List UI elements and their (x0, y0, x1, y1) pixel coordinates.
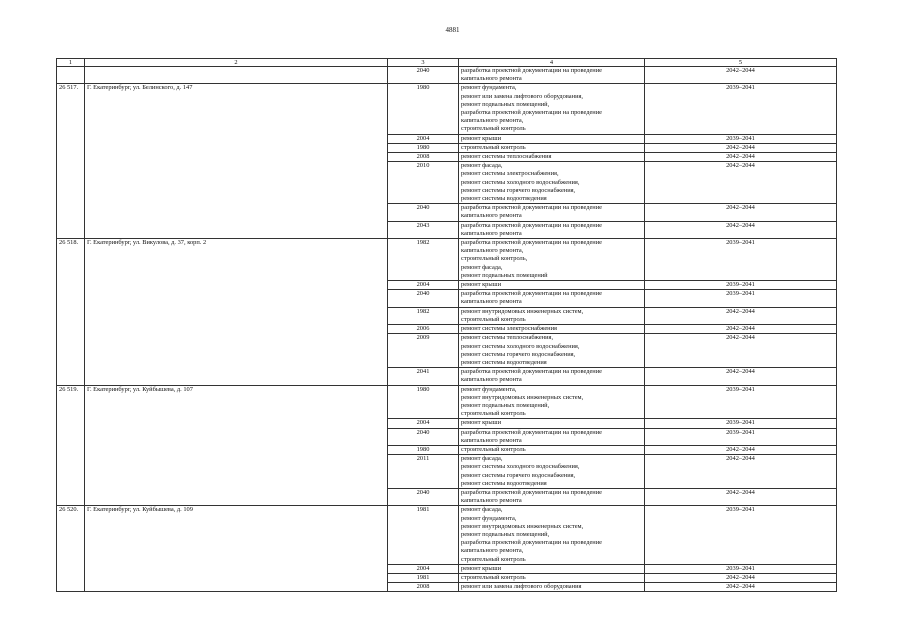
work-type: ремонт крыши (459, 134, 645, 143)
work-type: ремонт фундамента, ремонт внутридомовых инженерных систем, ремонт подвальных помещений, строительный контроль (459, 385, 645, 419)
repair-period: 2042–2044 (645, 221, 837, 238)
table-row (57, 84, 837, 134)
building-number (57, 428, 85, 445)
building-number (57, 573, 85, 582)
repair-period: 2039–2041 (645, 290, 837, 307)
repair-period: 2042–2044 (645, 204, 837, 221)
table-row (57, 488, 837, 505)
work-type: разработка проектной документации на проведение капитального ремонта (459, 290, 645, 307)
table-row (57, 573, 837, 582)
table-row (57, 325, 837, 334)
table-row (57, 334, 837, 368)
building-address (85, 428, 388, 445)
commission-year: 2040 (388, 204, 459, 221)
building-address (85, 583, 388, 592)
building-address (85, 290, 388, 307)
commission-year: 2008 (388, 583, 459, 592)
commission-year: 2040 (388, 428, 459, 445)
work-type: разработка проектной документации на проведение капитального ремонта (459, 368, 645, 385)
building-address (85, 221, 388, 238)
work-type: ремонт фундамента, ремонт или замена лифтового оборудования, ремонт подвальных помещений, разработка проектной документации на проведение капитального ремонта, строительный контроль (459, 84, 645, 134)
repair-period: 2042–2044 (645, 307, 837, 324)
building-address (85, 334, 388, 368)
building-address (85, 325, 388, 334)
building-address (85, 67, 388, 84)
table-row (57, 134, 837, 143)
table-body (57, 59, 837, 592)
building-address (85, 162, 388, 204)
table-row (57, 428, 837, 445)
building-address (85, 153, 388, 162)
work-type: разработка проектной документации на проведение капитального ремонта (459, 488, 645, 505)
building-number (57, 488, 85, 505)
commission-year: 2043 (388, 221, 459, 238)
commission-year: 1981 (388, 506, 459, 564)
commission-year: 1980 (388, 445, 459, 454)
repair-period: 2042–2044 (645, 368, 837, 385)
commission-year: 2008 (388, 153, 459, 162)
repair-period: 2039–2041 (645, 564, 837, 573)
repair-period: 2039–2041 (645, 506, 837, 564)
commission-year: 2004 (388, 281, 459, 290)
building-number (57, 134, 85, 143)
header-cell-3: 3 (388, 59, 459, 67)
commission-year: 1981 (388, 573, 459, 582)
work-type: ремонт или замена лифтового оборудования (459, 583, 645, 592)
repair-period: 2042–2044 (645, 573, 837, 582)
work-type: строительный контроль (459, 143, 645, 152)
building-number (57, 307, 85, 324)
building-address: Г. Екатеринбург, ул. Викулова, д. 37, корп. 2 (85, 239, 388, 281)
building-address: Г. Екатеринбург, ул. Куйбышева, д. 107 (85, 385, 388, 419)
commission-year: 1982 (388, 307, 459, 324)
page-number: 4881 (445, 26, 460, 34)
header-cell-5: 5 (645, 59, 837, 67)
building-address (85, 564, 388, 573)
commission-year: 2040 (388, 67, 459, 84)
work-type: строительный контроль (459, 445, 645, 454)
work-type: разработка проектной документации на проведение капитального ремонта (459, 204, 645, 221)
building-number (57, 419, 85, 428)
work-type: ремонт внутридомовых инженерных систем, строительный контроль (459, 307, 645, 324)
table-row (57, 368, 837, 385)
table-row (57, 162, 837, 204)
building-number (57, 334, 85, 368)
repair-period: 2042–2044 (645, 445, 837, 454)
building-number (57, 445, 85, 454)
repair-period: 2042–2044 (645, 153, 837, 162)
table-row (57, 239, 837, 281)
building-address (85, 455, 388, 489)
building-address (85, 419, 388, 428)
building-number (57, 143, 85, 152)
repair-period: 2039–2041 (645, 281, 837, 290)
commission-year: 2040 (388, 290, 459, 307)
repair-period: 2039–2041 (645, 84, 837, 134)
commission-year: 2041 (388, 368, 459, 385)
table-row (57, 204, 837, 221)
repair-period: 2042–2044 (645, 583, 837, 592)
commission-year: 2011 (388, 455, 459, 489)
building-number (57, 564, 85, 573)
commission-year: 2009 (388, 334, 459, 368)
table-row (57, 419, 837, 428)
repair-period: 2039–2041 (645, 239, 837, 281)
repair-period: 2042–2044 (645, 143, 837, 152)
building-number (57, 290, 85, 307)
repair-period: 2039–2041 (645, 385, 837, 419)
work-type: разработка проектной документации на проведение капитального ремонта (459, 221, 645, 238)
header-cell-4: 4 (459, 59, 645, 67)
building-address (85, 204, 388, 221)
work-type: ремонт крыши (459, 419, 645, 428)
commission-year: 2004 (388, 134, 459, 143)
building-address (85, 143, 388, 152)
work-type: разработка проектной документации на проведение капитального ремонта, строительный контроль, ремонт фасада, ремонт подвальных помещений (459, 239, 645, 281)
repair-period: 2042–2044 (645, 455, 837, 489)
work-type: ремонт системы электроснабжения (459, 325, 645, 334)
table-row (57, 583, 837, 592)
building-number (57, 583, 85, 592)
building-address: Г. Екатеринбург, ул. Белинского, д. 147 (85, 84, 388, 134)
building-number (57, 281, 85, 290)
building-address (85, 307, 388, 324)
table-row (57, 307, 837, 324)
building-number (57, 455, 85, 489)
work-type: ремонт крыши (459, 564, 645, 573)
work-type: ремонт крыши (459, 281, 645, 290)
work-type: разработка проектной документации на проведение капитального ремонта (459, 428, 645, 445)
repair-period: 2042–2044 (645, 162, 837, 204)
table-row (57, 290, 837, 307)
building-address: Г. Екатеринбург, ул. Куйбышева, д. 109 (85, 506, 388, 564)
repair-period: 2039–2041 (645, 134, 837, 143)
work-type: разработка проектной документации на проведение капитального ремонта (459, 67, 645, 84)
building-number (57, 204, 85, 221)
repair-period: 2039–2041 (645, 419, 837, 428)
commission-year: 1980 (388, 143, 459, 152)
commission-year: 2004 (388, 419, 459, 428)
table-row (57, 506, 837, 564)
building-address (85, 134, 388, 143)
building-number (57, 153, 85, 162)
repair-period: 2042–2044 (645, 325, 837, 334)
header-row (57, 59, 837, 67)
building-address (85, 368, 388, 385)
commission-year: 1980 (388, 385, 459, 419)
commission-year: 2004 (388, 564, 459, 573)
building-address (85, 445, 388, 454)
commission-year: 2040 (388, 488, 459, 505)
header-cell-2: 2 (85, 59, 388, 67)
commission-year: 1980 (388, 84, 459, 134)
table-row (57, 143, 837, 152)
table-row (57, 281, 837, 290)
repair-period: 2042–2044 (645, 67, 837, 84)
work-type: ремонт фасада, ремонт системы холодного водоснабжения, ремонт системы горячего водоснабжения, ремонт системы водоотведения (459, 455, 645, 489)
table-row (57, 153, 837, 162)
commission-year: 1982 (388, 239, 459, 281)
work-type: ремонт фасада, ремонт системы электроснабжения, ремонт системы холодного водоснабжения, ремонт системы горячего водоснабжения, ремонт системы водоотведения (459, 162, 645, 204)
work-type: ремонт системы теплоснабжения (459, 153, 645, 162)
building-number: 26 518. (57, 239, 85, 281)
capital-repair-table (56, 58, 837, 592)
work-type: ремонт системы теплоснабжения, ремонт системы холодного водоснабжения, ремонт системы горячего водоснабжения, ремонт системы водоотведения (459, 334, 645, 368)
table-row (57, 445, 837, 454)
building-number (57, 67, 85, 84)
header-cell-1: 1 (57, 59, 85, 67)
building-address (85, 281, 388, 290)
work-type: строительный контроль (459, 573, 645, 582)
building-number: 26 517. (57, 84, 85, 134)
table-row (57, 385, 837, 419)
building-address (85, 573, 388, 582)
commission-year: 2010 (388, 162, 459, 204)
building-address (85, 488, 388, 505)
building-number: 26 519. (57, 385, 85, 419)
work-type: ремонт фасада, ремонт фундамента, ремонт внутридомовых инженерных систем, ремонт подвальных помещений, разработка проектной документации на проведение капитального ремонта, строительный контроль (459, 506, 645, 564)
repair-period: 2042–2044 (645, 488, 837, 505)
building-number (57, 221, 85, 238)
table-row (57, 455, 837, 489)
building-number (57, 325, 85, 334)
building-number: 26 520. (57, 506, 85, 564)
building-number (57, 162, 85, 204)
table-row (57, 221, 837, 238)
commission-year: 2006 (388, 325, 459, 334)
table-row (57, 564, 837, 573)
table-row (57, 67, 837, 84)
repair-period: 2039–2041 (645, 428, 837, 445)
building-number (57, 368, 85, 385)
repair-period: 2042–2044 (645, 334, 837, 368)
